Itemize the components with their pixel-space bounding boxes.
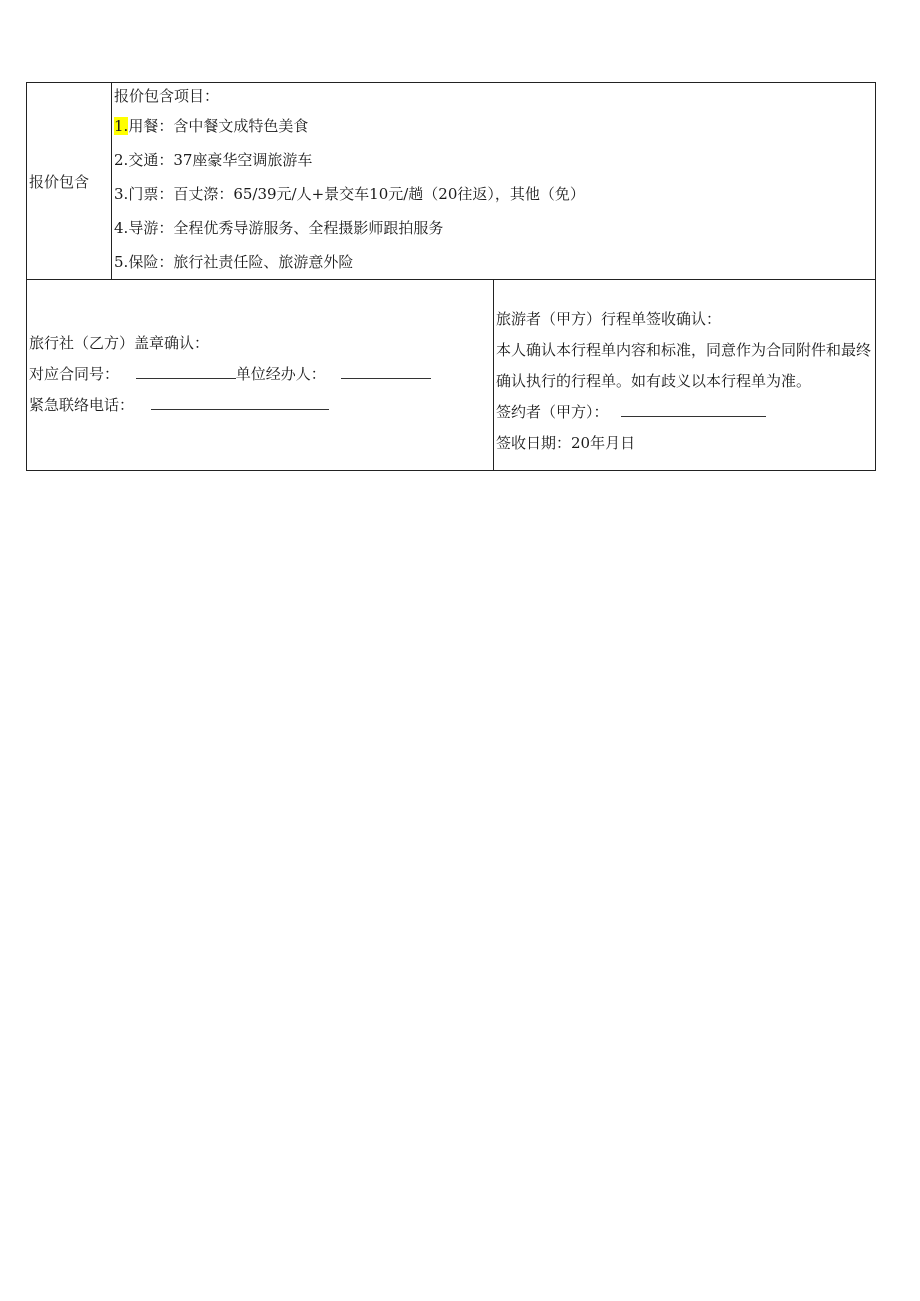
list-item [114,245,875,279]
agency-confirm-cell [27,280,494,471]
list-item [114,211,875,245]
list-item [114,177,875,211]
contract-number-label: 对应合同号： [29,365,120,383]
item-text: 保险：旅行社责任险、旅游意外险 [128,253,354,271]
signer-line [496,397,875,428]
included-heading: 报价包含项目： [114,87,220,105]
list-item [114,143,875,177]
traveler-statement-line1: 本人确认本行程单内容和标准，同意作为合同附件和最终 [496,341,872,359]
agency-phone-line [29,390,493,421]
manager-label: 单位经办人： [235,365,326,383]
traveler-confirm-cell [494,280,876,471]
traveler-confirm-label: 旅游者（甲方）行程单签收确认： [496,310,722,328]
manager-field[interactable] [341,364,431,379]
itinerary-table [26,82,876,471]
item-number: 5. [114,253,129,271]
agency-confirm-label: 旅行社（乙方）盖章确认： [29,334,210,352]
signature-row [27,280,876,471]
contract-number-field[interactable] [136,364,236,379]
included-label-cell [27,83,112,280]
item-number-highlight: 1. [114,117,129,135]
item-text: 用餐：含中餐文成特色美食 [128,117,309,135]
item-text: 导游：全程优秀导游服务、全程摄影师跟拍服务 [128,219,444,237]
signer-field[interactable] [621,402,766,417]
item-number: 4. [114,219,129,237]
included-label: 报价包含 [29,172,90,191]
item-text: 交通：37座豪华空调旅游车 [128,151,313,169]
traveler-statement-line2: 确认执行的行程单。如有歧义以本行程单为准。 [496,372,812,390]
agency-contract-line [29,359,493,390]
item-number: 2. [114,151,129,169]
list-item [114,109,875,143]
signer-label: 签约者（甲方）： [496,403,609,421]
included-items-cell [112,83,876,280]
included-row [27,83,876,280]
phone-field[interactable] [151,395,329,410]
phone-label: 紧急联络电话： [29,396,135,414]
sign-date: 签收日期：20年月日 [496,434,636,452]
item-number: 3. [114,185,129,203]
item-text: 门票：百丈漈：65/39元/人+景交车10元/趟（20往返），其他（免） [128,185,585,203]
